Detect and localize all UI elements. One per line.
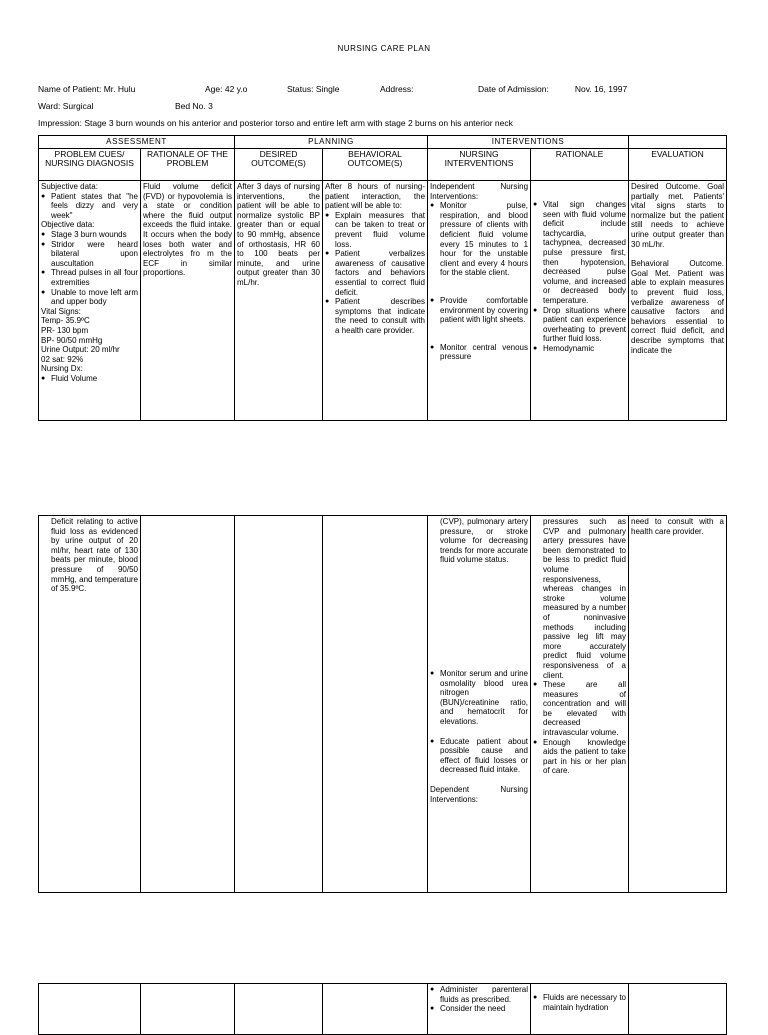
header-behavioral-outcome: BEHAVIORAL OUTCOME(S) [323, 149, 428, 181]
intervention-item: ● Educate patient about possible cause and effect of fluid losses or decreased fluid intake. [440, 737, 528, 775]
patient-name: Name of Patient: Mr. Hulu [38, 84, 136, 94]
evaluation-desired: Desired Outcome. Goal partially met. Patients' vital signs starts to normalize but the patient still needs to achieve urine output greater than 30 mL/hr. [631, 182, 725, 249]
header-rationale: RATIONALE [531, 149, 629, 181]
nursing-dx-item: ● Fluid Volume [51, 374, 138, 384]
patient-status: Status: Single [287, 84, 340, 94]
objective-item: ● Stridor were heard bilateral upon auscultation [51, 240, 138, 269]
patient-address: Address: [380, 84, 414, 94]
rationale-cell [531, 984, 629, 1035]
patient-age: Age: 42 y.o [205, 84, 248, 94]
rationale-item: ● Vital sign changes seen with fluid volume deficit include tachycardia, tachypnea, decreased pulse pressure first, then hypotension, decreased pulse volume, and increased or decreased body temperature. [543, 200, 626, 306]
diagnosis-continued: Deficit relating to active fluid loss as evidenced by urine output of 20 ml/hr, heart rate of 130 beats per minute, blood pressure of 90/50 mmHg, and temperature of 35.9ºC. [51, 517, 138, 594]
admission-date: Date of Admission: Nov. 16, 1997 [478, 84, 628, 94]
behavioral-intro: After 8 hours of nursing-patient interaction, the patient will be able to: [325, 182, 426, 211]
vital-urine-output: Urine Output: 20 ml/hr [41, 345, 120, 355]
rationale-cell [531, 181, 629, 421]
objective-item: ● Unable to move left arm and upper body [51, 288, 138, 307]
evaluation-continued: need to consult with a health care provider. [631, 517, 724, 536]
vital-bp: BP- 90/50 mmHg [41, 335, 103, 345]
nursing-interventions-cell [428, 984, 531, 1035]
objective-item: ● Thread pulses in all four extremities [51, 268, 138, 287]
group-interventions: INTERVENTIONS [428, 136, 629, 149]
dependent-interventions-label: Dependent Nursing Interventions: [430, 784, 528, 804]
rationale-cell [531, 516, 629, 893]
behavioral-outcome-cell [323, 984, 428, 1035]
evaluation-behavioral: Behavioral Outcome. Goal Met. Patient was able to explain measures to prevent fluid loss, verbalize awareness of causative factors and behaviors essential to correct fluid deficit, and describe symptoms that indicate the [631, 259, 725, 355]
objective-item: ● Stage 3 burn wounds [51, 230, 138, 240]
rationale-item: ● These are all measures of concentration and will be elevated with decreased intravascular volume. [543, 680, 626, 738]
header-desired-outcome: DESIRED OUTCOME(S) [235, 149, 323, 181]
behavioral-outcome-cell [323, 516, 428, 893]
evaluation-cell [629, 516, 727, 893]
vitals-label: Vital Signs: [41, 306, 81, 316]
subjective-label: Subjective data: [41, 182, 98, 191]
impression: Impression: Stage 3 burn wounds on his anterior and posterior torso and entire left arm with stage 2 burns on his anterior neck [38, 118, 513, 128]
group-assessment: ASSESSMENT [39, 136, 235, 149]
intervention-item: ● Consider the need [440, 1004, 528, 1014]
rationale-continued: pressures such as CVP and pulmonary artery pressures have been demonstrated to be less to predict fluid volume responsiveness, whereas changes in stroke volume measured by a number of noninvasive methods including passive leg lift may more accurately predict fluid volume responsiveness of a client. [543, 517, 626, 680]
care-plan-table-3 [38, 983, 727, 1035]
objective-label: Objective data: [41, 220, 95, 230]
nursing-interventions-cell [428, 181, 531, 421]
vital-pulse: PR- 130 bpm [41, 325, 89, 335]
behavioral-item: ● Explain measures that can be taken to treat or prevent fluid volume loss. [335, 211, 425, 249]
document-title: NURSING CARE PLAN [337, 44, 431, 53]
group-empty [629, 136, 727, 149]
ward: Ward: Surgical [38, 101, 94, 111]
independent-interventions-label: Independent Nursing Interventions: [430, 182, 529, 201]
problem-cues-cell [39, 984, 141, 1035]
header-problem: PROBLEM CUES/ NURSING DIAGNOSIS [39, 149, 141, 181]
vital-o2-sat: 02 sat: 92% [41, 354, 84, 364]
header-evaluation: EVALUATION [629, 149, 727, 181]
bed-number: Bed No. 3 [175, 101, 213, 111]
rationale-item: ● Enough knowledge aids the patient to take part in his or her plan of care. [543, 738, 626, 776]
rationale-of-problem-cell: Fluid volume deficit (FVD) or hypovolemia is a state or condition where the fluid output exceeds the fluid intake. It occurs when the body loses both water and electrolytes fro m the ECF in similar proportions. [141, 181, 235, 421]
behavioral-item: ● Patient verbalizes awareness of causative factors and behaviors essential to correct fluid deficit. [335, 249, 425, 297]
care-plan-table-2 [38, 515, 727, 893]
intervention-item: ● Monitor pulse, respiration, and blood pressure of clients with deficient fluid volume every 15 minutes to 1 hour for the unstable client and every 4 hours for the stable client. [440, 201, 528, 278]
intervention-item: ● Monitor serum and urine osmolality blood urea nitrogen (BUN)/creatinine ratio, and hematocrit for elevations. [440, 669, 528, 727]
intervention-item: ● Monitor central venous pressure [440, 343, 528, 362]
rationale-item: ● Drop situations where patient can experience overheating to prevent further fluid loss. [543, 306, 626, 344]
rationale-of-problem-cell [141, 984, 235, 1035]
header-nursing-interventions: NURSING INTERVENTIONS [428, 149, 531, 181]
rationale-item: ● Hemodynamic [543, 344, 626, 354]
desired-outcome-cell [235, 984, 323, 1035]
group-planning: PLANNING [235, 136, 428, 149]
nursing-dx-label: Nursing Dx: [41, 364, 83, 374]
intervention-continued: (CVP), pulmonary artery pressure, or stroke volume for decreasing trends for more accurate fluid volume status. [440, 517, 528, 565]
rationale-item: ● Fluids are necessary to maintain hydration [543, 993, 626, 1012]
evaluation-cell [629, 984, 727, 1035]
rationale-of-problem-cell [141, 516, 235, 893]
problem-cues-cell [39, 516, 141, 893]
subjective-item: ● Patient states that "he feels dizzy and very week" [51, 192, 138, 221]
intervention-item: ● Provide comfortable environment by covering patient with light sheets. [440, 296, 528, 325]
desired-outcome-cell [235, 516, 323, 893]
desired-outcome-cell: After 3 days of nursing interventions, the patient will be able to normalize systolic BP greater than or equal to 90 mmHg, absence of orthostasis, HR 60 to 100 beats per minute, and urine output greater than 30 mL/hr. [235, 181, 323, 421]
nursing-interventions-cell [428, 516, 531, 893]
vital-temp: Temp- 35.9ºC [41, 316, 90, 326]
intervention-item: ● Administer parenteral fluids as prescribed. [440, 985, 528, 1004]
care-plan-table-1 [38, 135, 727, 421]
evaluation-cell [629, 181, 727, 421]
behavioral-outcome-cell [323, 181, 428, 421]
behavioral-item: ● Patient describes symptoms that indicate the need to consult with a health care provider. [335, 297, 425, 335]
header-rationale-problem: RATIONALE OF THE PROBLEM [141, 149, 235, 181]
problem-cues-cell [39, 181, 141, 421]
